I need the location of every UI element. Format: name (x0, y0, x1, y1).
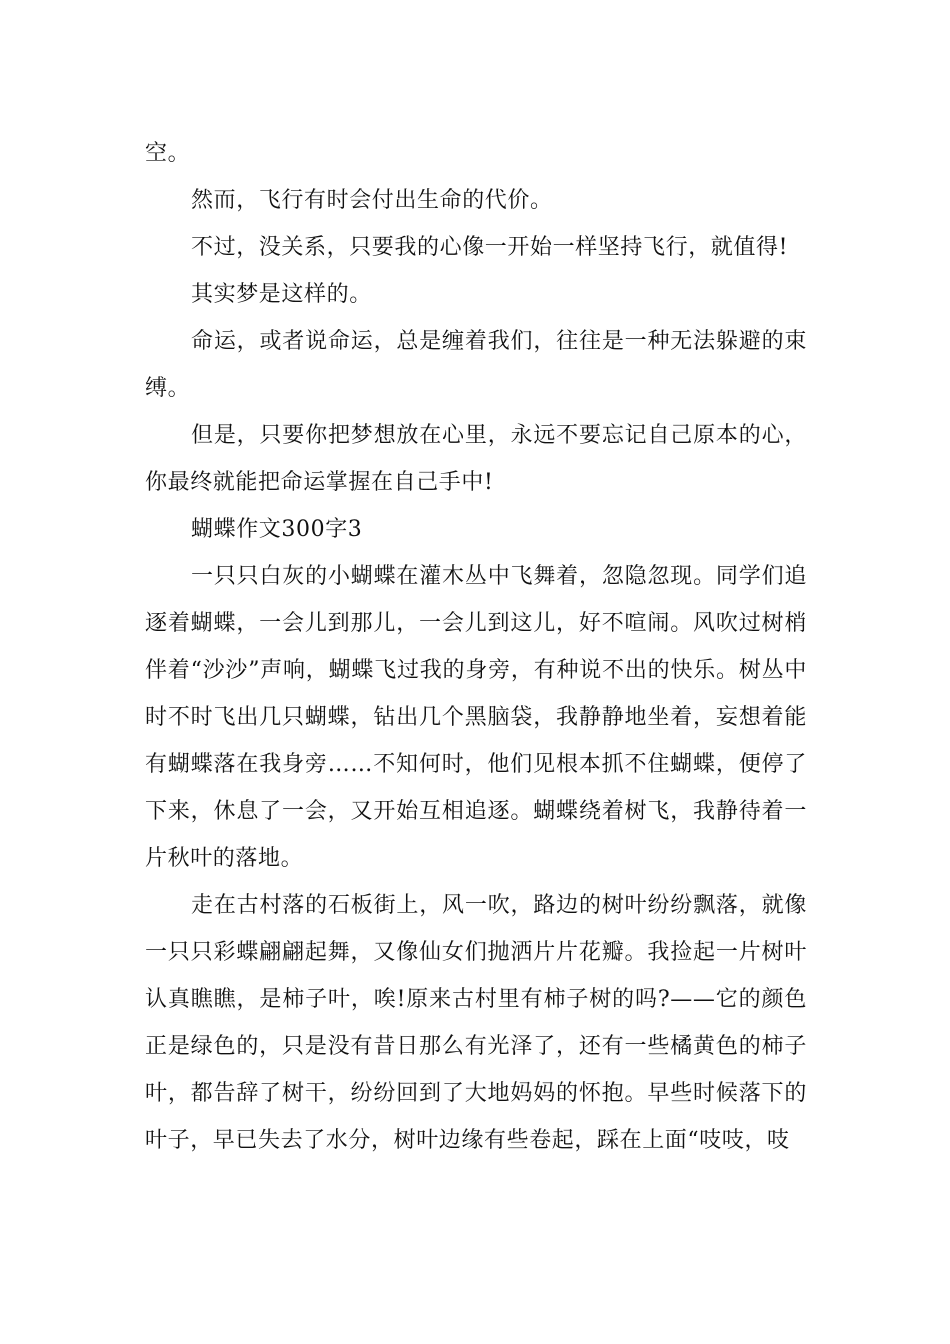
paragraph: 走在古村落的石板街上，风一吹，路边的树叶纷纷飘落，就像一只只彩蝶翩翩起舞，又像仙女们抛洒片片花瓣。我捡起一片树叶认真瞧瞧，是柿子叶，唉!原来古村里有柿子树的吗?——它的颜色正是绿色的，只是没有昔日那么有光泽了，还有一些橘黄色的柿子叶，都告辞了树干，纷纷回到了大地妈妈的怀抱。早些时候落下的叶子，早已失去了水分，树叶边缘有些卷起，踩在上面“吱吱，吱 (145, 893, 807, 1153)
paragraph: 一只只白灰的小蝴蝶在灌木丛中飞舞着，忽隐忽现。同学们追逐着蝴蝶，一会儿到那儿，一会儿到这儿，好不喧闹。风吹过树梢伴着“沙沙”声响，蝴蝶飞过我的身旁，有种说不出的快乐。树丛中时不时飞出几只蝴蝶，钻出几个黑脑袋，我静静地坐着，妄想着能有蝴蝶落在我身旁……不知何时，他们见根本抓不住蝴蝶，便停了下来，休息了一会，又开始互相追逐。蝴蝶绕着树飞，我静待着一片秋叶的落地。 (145, 564, 807, 871)
paragraph-continuation: 空。 (145, 141, 191, 166)
article-body (145, 130, 807, 1164)
paragraph: 但是，只要你把梦想放在心里，永远不要忘记自己原本的心，你最终就能把命运掌握在自己手中! (145, 423, 807, 495)
paragraph: 命运，或者说命运，总是缠着我们，往往是一种无法躲避的束缚。 (145, 329, 807, 401)
paragraph: 然而，飞行有时会付出生命的代价。 (191, 188, 553, 213)
paragraph: 其实梦是这样的。 (191, 282, 372, 307)
paragraph: 不过，没关系，只要我的心像一开始一样坚持飞行，就值得! (191, 235, 789, 260)
section-heading: 蝴蝶作文300字3 (191, 517, 363, 542)
